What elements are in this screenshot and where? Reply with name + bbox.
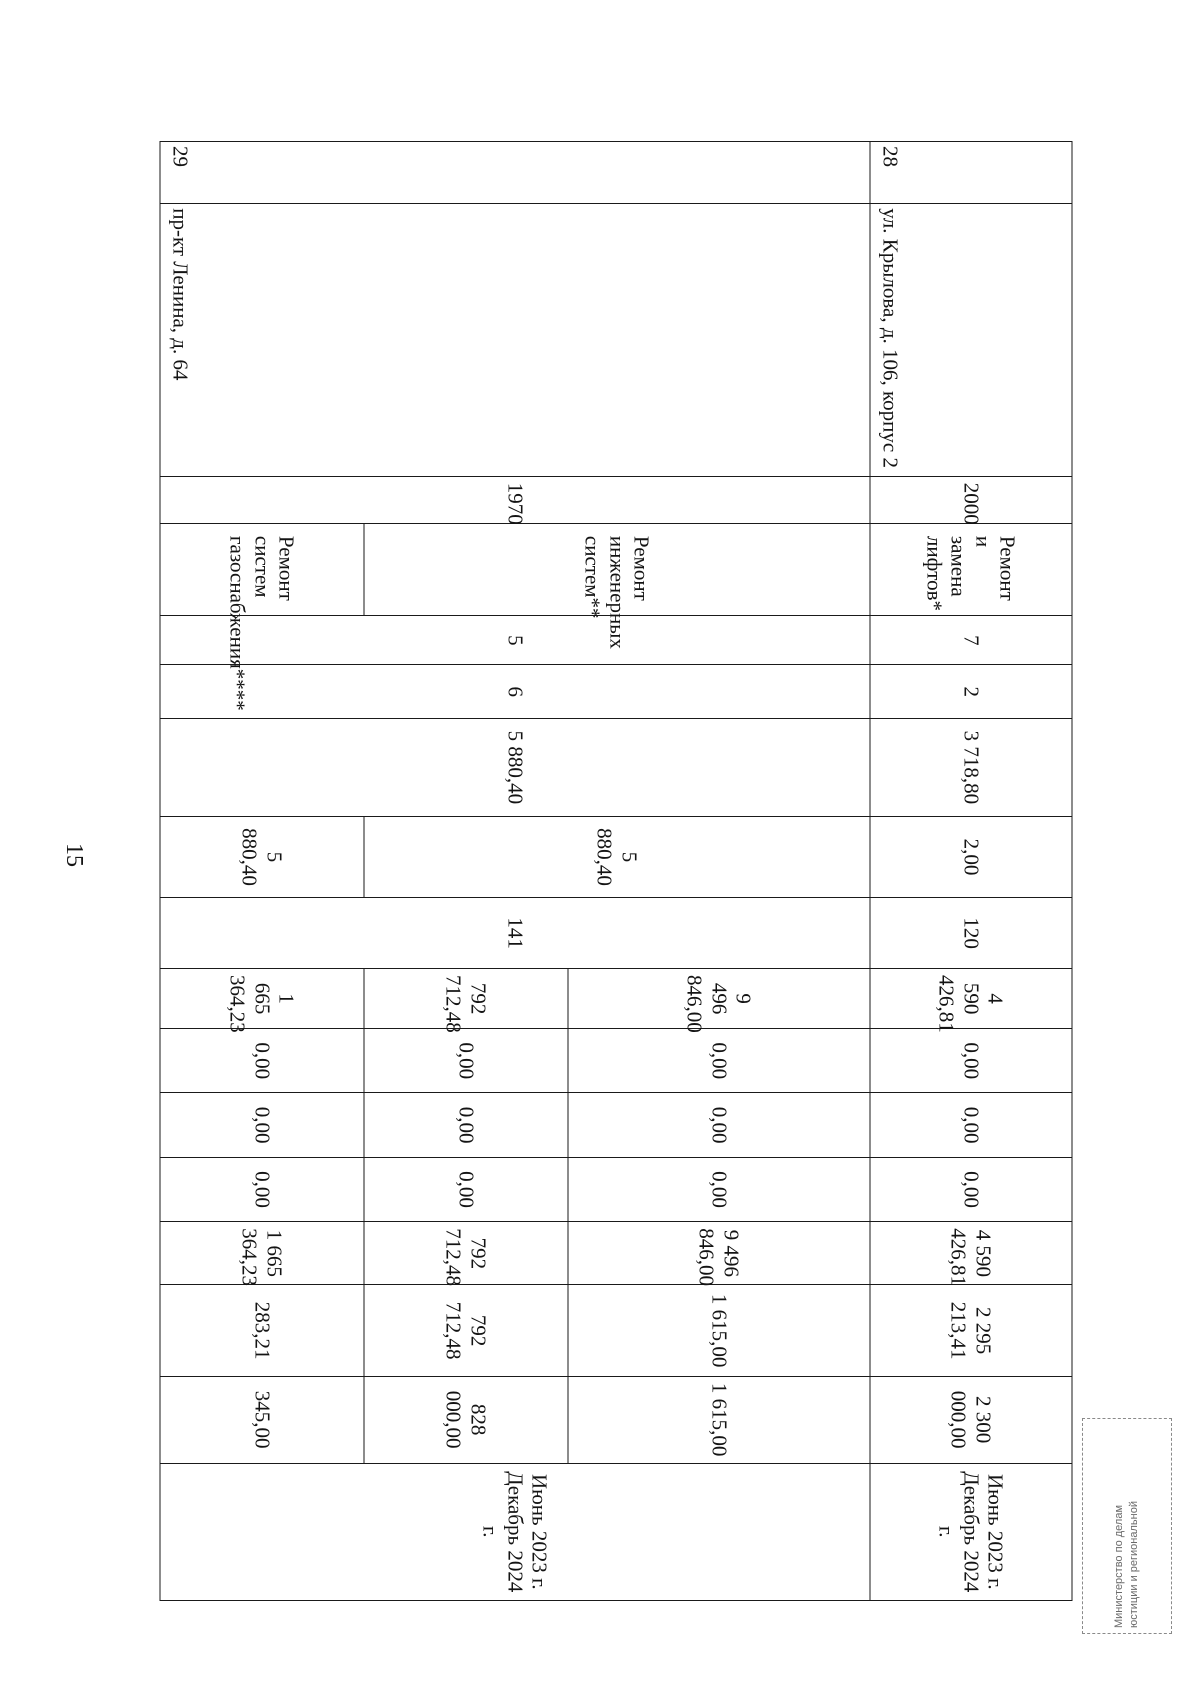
cell-total-cost: 9 496 846,00 [568,969,870,1029]
cell-owner-funds: 792 712,48 [364,1222,568,1285]
official-stamp [1082,1418,1172,1634]
cell-fund-c: 0,00 [870,1157,1072,1221]
cell-fund-c: 0,00 [364,1157,568,1221]
cell-area-2: 2,00 [870,816,1072,898]
stamp-line-1: Министерство по делам [1113,1504,1126,1628]
cell-fund-b: 0,00 [160,1093,364,1157]
cell-fund-c: 0,00 [160,1157,364,1221]
cell-year: 2000 [870,476,1072,523]
cell-owner-funds: 1 665 364,23 [160,1222,364,1285]
cell-unit-cost: 283,21 [160,1285,364,1376]
cell-owner-funds: 9 496 846,00 [568,1222,870,1285]
cell-fund-c: 0,00 [568,1157,870,1221]
cell-fund-b: 0,00 [568,1093,870,1157]
cell-col6: 2 [870,665,1072,719]
cell-col5: 7 [870,616,1072,665]
rotated-table-frame [168,141,1058,1601]
cell-max-cost: 1 615,00 [568,1376,870,1463]
cell-col6: 6 [160,665,870,719]
cell-fund-a: 0,00 [568,1029,870,1093]
cell-area-2: 5 880,40 [364,816,870,898]
cell-work-type: Ремонт инженерных систем** [364,523,870,615]
cell-work-type: Ремонт систем газоснабжения**** [160,523,364,615]
cell-area: 5 880,40 [160,719,870,817]
cell-area: 3 718,80 [870,719,1072,817]
cell-col5: 5 [160,616,870,665]
cell-fund-a: 0,00 [870,1029,1072,1093]
cell-total-cost: 4 590 426,81 [870,969,1072,1029]
cell-period: Июнь 2023 г. Декабрь 2024 г. [870,1463,1072,1600]
stamp-line-2: юстиции и региональной [1128,1501,1140,1628]
cell-work-type: Ремонт и замена лифтов* [870,523,1072,615]
cell-owner-funds: 4 590 426,81 [870,1222,1072,1285]
repair-plan-table [160,141,1073,1601]
cell-unit-cost: 792 712,48 [364,1285,568,1376]
cell-fund-b: 0,00 [870,1093,1072,1157]
cell-max-cost: 2 300 000,00 [870,1376,1072,1463]
page-number: 15 [61,843,88,867]
cell-residents: 141 [160,898,870,969]
cell-fund-b: 0,00 [364,1093,568,1157]
cell-fund-a: 0,00 [160,1029,364,1093]
cell-no: 28 [870,142,1072,204]
cell-unit-cost: 2 295 213,41 [870,1285,1072,1376]
cell-total-cost: 1 665 364,23 [160,969,364,1029]
cell-max-cost: 345,00 [160,1376,364,1463]
cell-total-cost: 792 712,48 [364,969,568,1029]
cell-unit-cost: 1 615,00 [568,1285,870,1376]
cell-address: ул. Крылова, д. 106, корпус 2 [870,204,1072,476]
cell-fund-a: 0,00 [364,1029,568,1093]
table-row [568,142,870,1601]
cell-max-cost: 828 000,00 [364,1376,568,1463]
cell-period: Июнь 2023 г. Декабрь 2024 г. [160,1463,870,1600]
cell-area-2: 5 880,40 [160,816,364,898]
cell-year: 1970 [160,476,870,523]
cell-residents: 120 [870,898,1072,969]
table-row [870,142,1072,1601]
cell-no: 29 [160,142,870,204]
cell-address: пр-кт Ленина, д. 64 [160,204,870,476]
